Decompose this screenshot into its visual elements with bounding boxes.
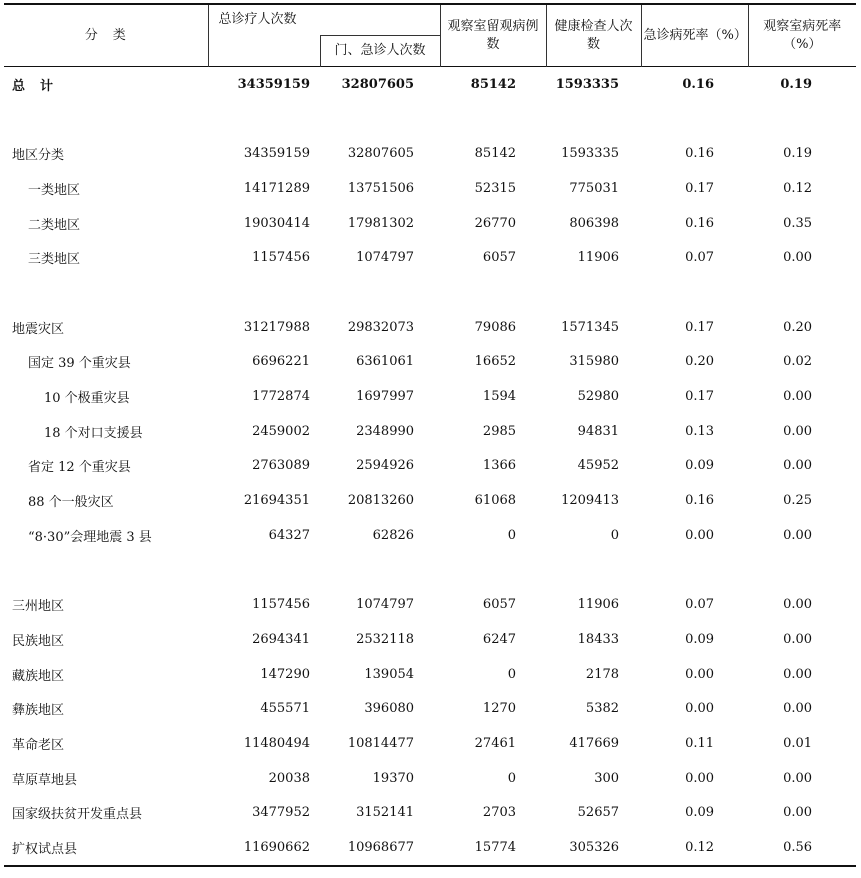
cell-value: 455571 (260, 701, 310, 717)
row-label: “8·30”会理地震 3 县 (28, 529, 152, 545)
cell-value: 305326 (546, 830, 641, 866)
row-label: 二类地区 (28, 217, 81, 233)
header-outpatient-emergency: 门、急诊人次数 (320, 36, 440, 67)
header-observation-cases: 观察室留观病例数 (440, 4, 546, 67)
cell-value: 0.02 (783, 354, 813, 370)
cell-value: 10814477 (347, 735, 415, 751)
cell-value: 1697997 (356, 389, 415, 405)
cell-value: 0.20 (685, 354, 715, 370)
cell-value: 0.25 (783, 493, 813, 509)
cell-value: 396080 (364, 701, 415, 717)
cell-value: 2532118 (356, 631, 415, 647)
cell-value: 52657 (577, 805, 620, 821)
cell-value: 0.00 (685, 701, 715, 717)
cell-value: 0.00 (783, 458, 813, 474)
row-label: 国家级扶贫开发重点县 (12, 807, 143, 823)
cell-value: 0.09 (685, 458, 715, 474)
cell-value: 17981302 (347, 215, 415, 231)
row-label: 扩权试点县 (4, 830, 208, 866)
cell-value: 1366 (482, 458, 517, 474)
cell-value: 6361061 (356, 354, 415, 370)
cell-value: 2703 (482, 805, 517, 821)
table-row (4, 449, 856, 484)
table-row (4, 795, 856, 830)
table-row (4, 206, 856, 241)
header-total-visits: 总诊疗人次数 (208, 4, 440, 36)
row-label: 88 个一般灾区 (28, 495, 114, 511)
cell-value: 1594 (482, 389, 517, 405)
cell-value: 0.00 (783, 597, 813, 613)
table-row (4, 136, 856, 171)
row-label: 藏族地区 (12, 668, 65, 684)
cell-value: 3477952 (252, 805, 310, 821)
cell-value: 0.13 (685, 423, 715, 439)
cell-value: 34359159 (243, 146, 310, 162)
table-row (4, 587, 856, 622)
row-label: 三州地区 (12, 599, 65, 615)
table-row (4, 345, 856, 380)
cell-value: 16652 (474, 354, 517, 370)
cell-value: 19370 (372, 770, 415, 786)
cell-value: 0.17 (685, 180, 715, 196)
cell-value: 300 (594, 770, 620, 786)
cell-value: 1074797 (356, 597, 415, 613)
cell-value: 13751506 (347, 180, 415, 196)
cell-value: 0 (507, 770, 517, 786)
cell-value: 775031 (569, 180, 620, 196)
cell-value: 1571345 (561, 319, 620, 335)
cell-value: 27461 (474, 735, 517, 751)
row-label: 总 计 (12, 78, 55, 94)
statistics-table (4, 3, 856, 867)
table-row (4, 691, 856, 726)
cell-value: 1593335 (555, 76, 620, 92)
spacer-row (4, 553, 856, 588)
cell-value: 0.00 (685, 666, 715, 682)
row-label: 草原草地县 (12, 772, 78, 788)
cell-value: 1157456 (252, 597, 310, 613)
cell-value: 45952 (577, 458, 620, 474)
cell-value: 6696221 (252, 354, 310, 370)
header-health-checkups: 健康检查人次数 (546, 4, 641, 67)
cell-value: 0.20 (783, 319, 813, 335)
row-label: 彝族地区 (12, 703, 65, 719)
row-label: 省定 12 个重灾县 (28, 460, 131, 476)
cell-value: 85142 (474, 146, 517, 162)
cell-value: 2694341 (252, 631, 310, 647)
cell-value: 11906 (577, 597, 620, 613)
cell-value: 0.01 (783, 735, 813, 751)
table-row (4, 657, 856, 692)
table-row (4, 830, 856, 866)
cell-value: 0 (507, 666, 517, 682)
spacer-row (4, 275, 856, 310)
table-row (4, 310, 856, 345)
cell-value: 0.17 (685, 389, 715, 405)
cell-value: 1074797 (356, 250, 415, 266)
cell-value: 0.16 (682, 76, 715, 92)
cell-value: 62826 (372, 527, 415, 543)
cell-value: 0.35 (783, 215, 813, 231)
cell-value: 14171289 (243, 180, 310, 196)
cell-value: 0.00 (783, 527, 813, 543)
cell-value: 0.16 (685, 493, 715, 509)
cell-value: 0.00 (685, 770, 715, 786)
cell-value: 0.12 (783, 180, 813, 196)
cell-value: 0.07 (685, 250, 715, 266)
cell-value: 0.00 (783, 666, 813, 682)
table-row (4, 240, 856, 275)
header-emergency-mortality: 急诊病死率（%） (641, 4, 748, 67)
cell-value: 5382 (585, 701, 620, 717)
cell-value: 52980 (577, 389, 620, 405)
cell-value: 1157456 (252, 250, 310, 266)
cell-value: 0.11 (685, 735, 715, 751)
cell-value: 21694351 (243, 493, 310, 509)
cell-value: 2348990 (356, 423, 415, 439)
table-row (4, 726, 856, 761)
cell-value: 2763089 (252, 458, 310, 474)
cell-value: 20038 (268, 770, 310, 786)
row-label: 地区分类 (12, 148, 65, 164)
cell-value: 61068 (474, 493, 517, 509)
table-row (4, 67, 856, 102)
table-row (4, 483, 856, 518)
cell-value: 0.00 (685, 527, 715, 543)
cell-value: 147290 (260, 666, 310, 682)
row-label: 革命老区 (12, 737, 65, 753)
cell-value: 64327 (268, 527, 310, 543)
header-category: 分 类 (84, 27, 127, 43)
cell-value: 0 (507, 527, 517, 543)
cell-value: 0.19 (780, 76, 813, 92)
table-row (4, 171, 856, 206)
cell-value: 0.00 (783, 631, 813, 647)
cell-value: 0.00 (783, 250, 813, 266)
row-label: 三类地区 (28, 252, 81, 268)
cell-value: 10968677 (320, 830, 440, 866)
cell-value: 0.00 (783, 423, 813, 439)
cell-value: 32807605 (347, 146, 415, 162)
cell-value: 0.00 (783, 701, 813, 717)
cell-value: 0.07 (685, 597, 715, 613)
cell-value: 85142 (470, 76, 517, 92)
table-row (4, 379, 856, 414)
cell-value: 0.09 (685, 631, 715, 647)
cell-value: 0.16 (685, 215, 715, 231)
cell-value: 34359159 (237, 76, 310, 92)
table-header (4, 4, 856, 67)
cell-value: 0.19 (783, 146, 813, 162)
table-body (4, 67, 856, 866)
cell-value: 52315 (474, 180, 517, 196)
cell-value: 315980 (569, 354, 620, 370)
table-row (4, 761, 856, 796)
cell-value: 0.00 (783, 770, 813, 786)
cell-value: 6057 (482, 250, 517, 266)
cell-value: 0.56 (748, 830, 856, 866)
cell-value: 20813260 (347, 493, 415, 509)
cell-value: 26770 (474, 215, 517, 231)
cell-value: 11906 (577, 250, 620, 266)
cell-value: 29832073 (347, 319, 415, 335)
cell-value: 32807605 (341, 76, 415, 92)
cell-value: 0.00 (783, 389, 813, 405)
row-label: 18 个对口支援县 (44, 425, 143, 441)
cell-value: 6247 (482, 631, 517, 647)
cell-value: 0 (610, 527, 620, 543)
cell-value: 0.17 (685, 319, 715, 335)
cell-value: 1772874 (252, 389, 310, 405)
cell-value: 2459002 (252, 423, 310, 439)
cell-value: 11480494 (243, 735, 310, 751)
header-observation-mortality: 观察室病死率（%） (748, 4, 856, 67)
cell-value: 3152141 (356, 805, 415, 821)
cell-value: 15774 (440, 830, 546, 866)
cell-value: 94831 (577, 423, 620, 439)
row-label: 10 个极重灾县 (44, 391, 130, 407)
cell-value: 2178 (585, 666, 620, 682)
cell-value: 11690662 (208, 830, 320, 866)
cell-value: 0.16 (685, 146, 715, 162)
cell-value: 2594926 (356, 458, 415, 474)
cell-value: 417669 (569, 735, 620, 751)
cell-value: 19030414 (243, 215, 310, 231)
row-label: 民族地区 (12, 633, 65, 649)
cell-value: 806398 (569, 215, 620, 231)
row-label: 地震灾区 (12, 321, 65, 337)
cell-value: 0.00 (783, 805, 813, 821)
cell-value: 1593335 (561, 146, 620, 162)
cell-value: 0.09 (685, 805, 715, 821)
table-row (4, 518, 856, 553)
spacer-row (4, 102, 856, 137)
table-row (4, 622, 856, 657)
cell-value: 1270 (482, 701, 517, 717)
row-label: 国定 39 个重灾县 (28, 356, 131, 372)
row-label: 一类地区 (28, 182, 81, 198)
cell-value: 2985 (482, 423, 517, 439)
cell-value: 1209413 (561, 493, 620, 509)
cell-value: 6057 (482, 597, 517, 613)
cell-value: 18433 (577, 631, 620, 647)
cell-value: 139054 (364, 666, 415, 682)
cell-value: 79086 (474, 319, 517, 335)
table-row (4, 414, 856, 449)
cell-value: 0.12 (641, 830, 748, 866)
cell-value: 31217988 (243, 319, 310, 335)
